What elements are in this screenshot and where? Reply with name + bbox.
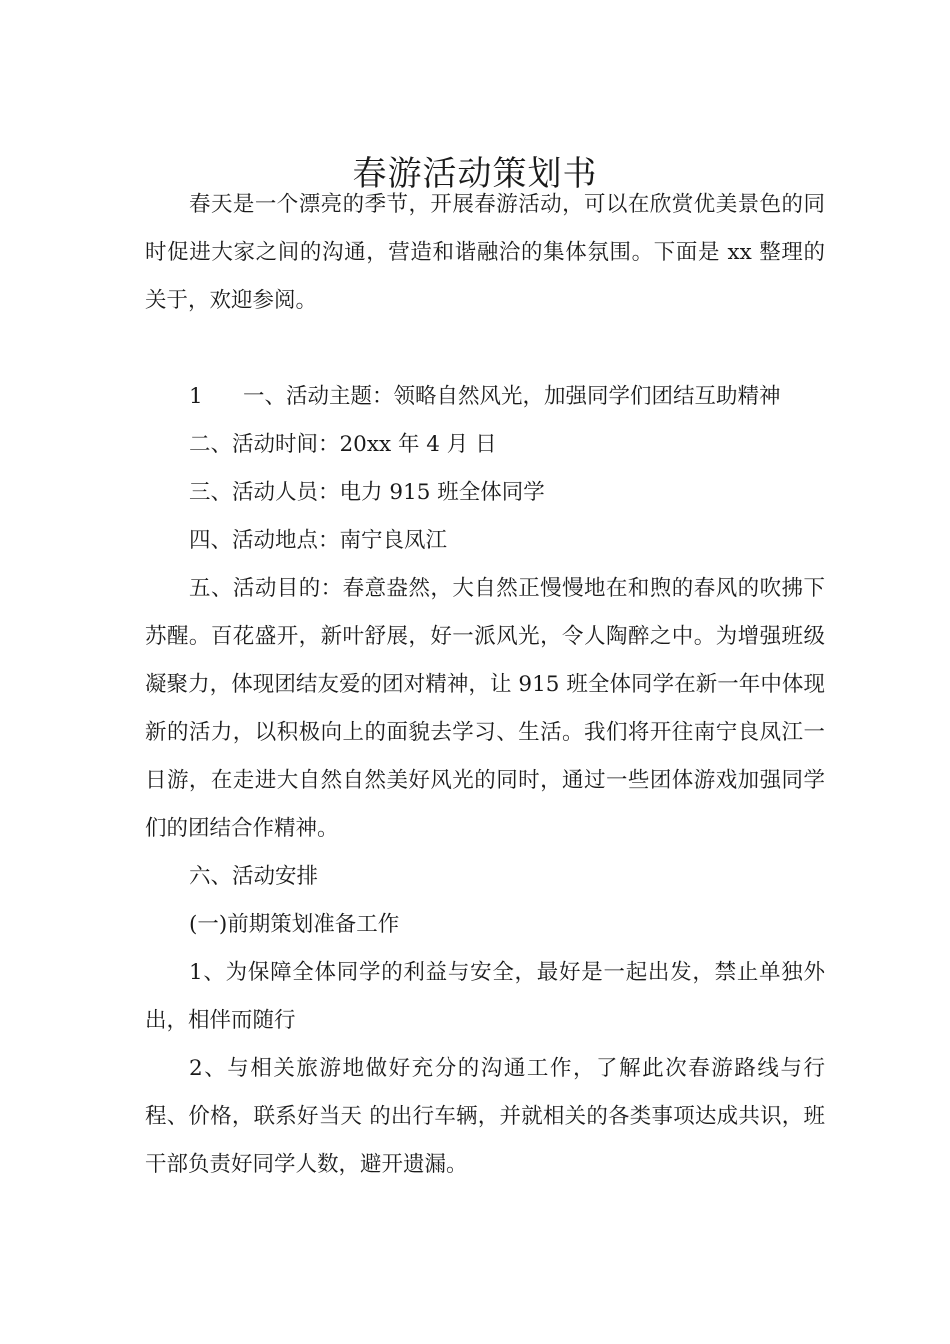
item-purpose: 五、活动目的：春意盎然，大自然正慢慢地在和煦的春风的吹拂下苏醒。百花盛开，新叶舒展，好一派风光，令人陶醉之中。为增强班级凝聚力，体现团结友爱的团对精神，让 915 班全体同学在新一年中体现新的活力，以积极向上的面貌去学习、生活。我们将开往南宁良凤江一日游，在走进大自然自然美好风光的同时，通过一些团体游戏加强同学们的团结合作精神。 (145, 576, 825, 841)
document-title: 春游活动策划书 (352, 153, 598, 194)
item-arrangement: 六、活动安排 (189, 864, 319, 889)
item-number: 1 (189, 384, 203, 409)
intro-paragraph: 春天是一个漂亮的季节，开展春游活动，可以在欣赏优美景色的同时促进大家之间的沟通，营造和谐融洽的集体氛围。下面是 xx 整理的关于，欢迎参阅。 (145, 192, 825, 313)
step-1: 1、为保障全体同学的利益与安全，最好是一起出发，禁止单独外出，相伴而随行 (145, 960, 825, 1033)
step-2: 2、与相关旅游地做好充分的沟通工作，了解此次春游路线与行程、价格，联系好当天 的出行车辆，并就相关的各类事项达成共识，班干部负责好同学人数，避开遗漏。 (145, 1056, 825, 1177)
item-participants: 三、活动人员：电力 915 班全体同学 (189, 480, 545, 505)
document-body (145, 181, 825, 1189)
sub-heading-preparation: (一)前期策划准备工作 (189, 912, 400, 937)
item-time: 二、活动时间：20xx 年 4 月 日 (189, 432, 497, 457)
item-location: 四、活动地点：南宁良凤江 (189, 528, 448, 553)
item-theme (145, 373, 825, 421)
item-theme-text: 一、活动主题：领略自然风光，加强同学们团结互助精神 (243, 384, 781, 409)
